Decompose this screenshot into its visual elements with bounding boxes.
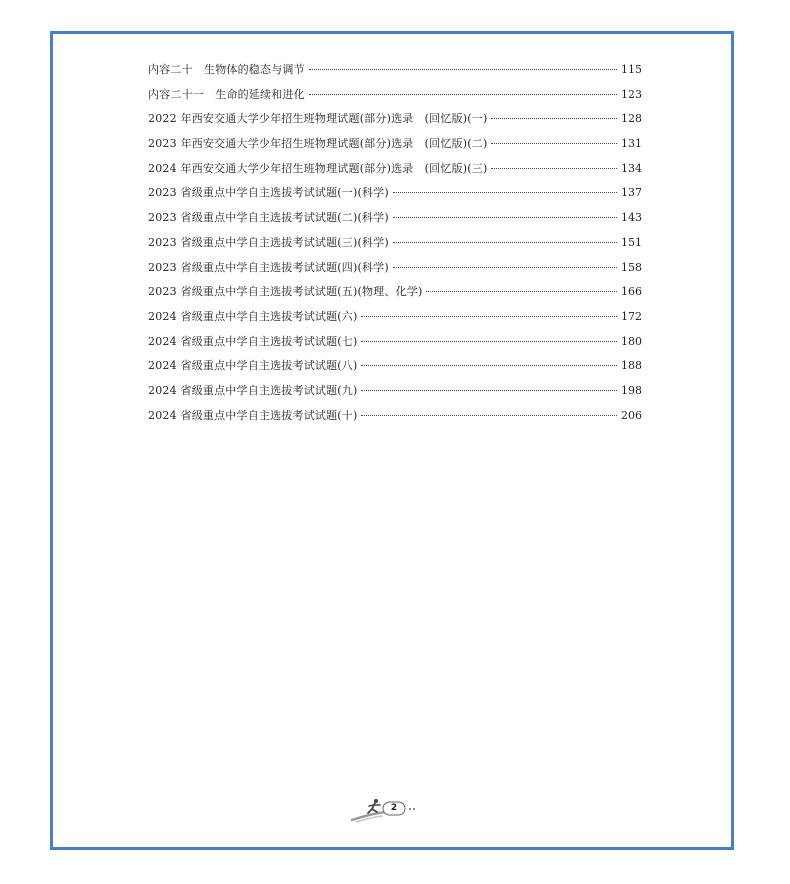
toc-entry-title: 内容二十一 生命的延续和进化: [148, 87, 305, 101]
dot-leader: [393, 192, 617, 193]
toc-entry-page: 131: [621, 137, 642, 151]
toc-entry-page: 123: [621, 87, 642, 101]
dot-leader: [393, 267, 617, 268]
toc-entry-title: 2024 省级重点中学自主选拔考试试题(七): [148, 334, 358, 348]
dot-leader: [309, 94, 617, 95]
toc-entry-title: 2023 年西安交通大学少年招生班物理试题(部分)选录 (回忆版)(二): [148, 137, 488, 151]
toc-entry-title: 2024 省级重点中学自主选拔考试试题(九): [148, 383, 358, 397]
toc-entry[interactable]: [148, 282, 642, 307]
toc-entry-title: 2024 省级重点中学自主选拔考试试题(六): [148, 309, 358, 323]
toc-entry-title: 2023 省级重点中学自主选拔考试试题(四)(科学): [148, 260, 389, 274]
dot-leader: [491, 143, 617, 144]
toc-entry-page: 158: [621, 260, 642, 274]
toc-entry-page: 143: [621, 211, 642, 225]
toc-entry[interactable]: [148, 183, 642, 208]
toc-entry-page: 137: [621, 186, 642, 200]
toc-entry-page: 172: [621, 309, 642, 323]
toc-entry[interactable]: [148, 381, 642, 406]
toc-entry-page: 115: [621, 63, 642, 76]
toc-entry[interactable]: [148, 208, 642, 233]
dot-leader: [491, 168, 617, 169]
toc-entry-title: 2023 省级重点中学自主选拔考试试题(二)(科学): [148, 211, 389, 225]
toc-entry-title: 2023 省级重点中学自主选拔考试试题(一)(科学): [148, 186, 389, 200]
dot-leader: [393, 217, 617, 218]
page-footer: [350, 796, 430, 826]
dot-leader: [361, 365, 617, 366]
toc-entry[interactable]: [148, 233, 642, 258]
toc-entry-page: 188: [621, 359, 642, 373]
toc-entry[interactable]: [148, 109, 642, 134]
toc-entry-title: 2023 省级重点中学自主选拔考试试题(五)(物理、化学): [148, 285, 423, 299]
toc-entry[interactable]: [148, 159, 642, 184]
toc-entry[interactable]: [148, 406, 642, 431]
dot-leader: [361, 316, 617, 317]
toc-entry[interactable]: [148, 307, 642, 332]
toc-entry-title: 2024 省级重点中学自主选拔考试试题(八): [148, 359, 358, 373]
toc-entry-page: 134: [621, 161, 642, 175]
toc-entry[interactable]: [148, 134, 642, 159]
toc-entry-page: 206: [621, 408, 642, 422]
dot-leader: [393, 242, 617, 243]
toc-entry[interactable]: [148, 332, 642, 357]
toc-entry-title: 2024 省级重点中学自主选拔考试试题(十): [148, 408, 358, 422]
dot-leader: [491, 118, 617, 119]
toc-entry[interactable]: [148, 258, 642, 283]
dot-leader: [426, 291, 617, 292]
dot-leader: [361, 415, 617, 416]
dot-leader: [361, 390, 617, 391]
table-of-contents: [148, 60, 642, 430]
toc-entry[interactable]: [148, 60, 642, 85]
toc-entry-page: 128: [621, 112, 642, 126]
toc-entry-title: 内容二十 生物体的稳态与调节: [148, 63, 305, 76]
toc-entry-page: 151: [621, 235, 642, 249]
toc-entry[interactable]: [148, 356, 642, 381]
dot-leader: [309, 69, 617, 70]
toc-entry-title: 2022 年西安交通大学少年招生班物理试题(部分)选录 (回忆版)(一): [148, 112, 488, 126]
toc-entry-title: 2023 省级重点中学自主选拔考试试题(三)(科学): [148, 235, 389, 249]
toc-entry-title: 2024 年西安交通大学少年招生班物理试题(部分)选录 (回忆版)(三): [148, 161, 488, 175]
toc-entry-page: 198: [621, 383, 642, 397]
toc-entry[interactable]: [148, 85, 642, 110]
dot-leader: [361, 341, 617, 342]
page-number: 2: [390, 803, 398, 813]
toc-entry-page: 180: [621, 334, 642, 348]
toc-entry-page: 166: [621, 285, 642, 299]
